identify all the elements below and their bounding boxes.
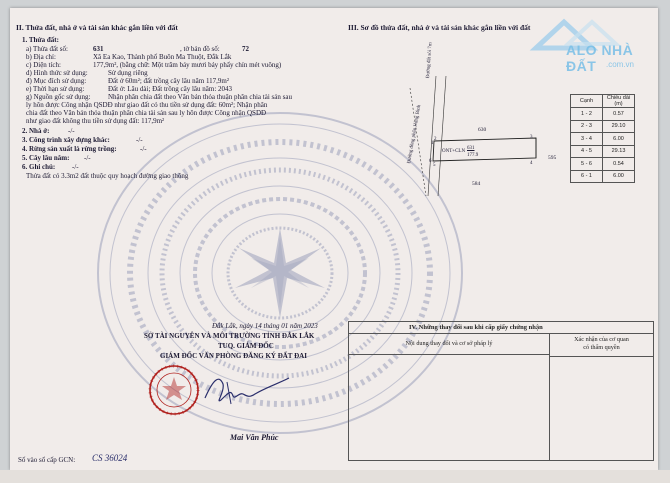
origin-line-3: chia đất theo Văn bản thỏa thuận phân chia tài sản sau ly hôn được Công nhận QSDĐ	[26, 109, 267, 117]
note-heading: 6. Ghi chú:	[22, 163, 56, 171]
table-row	[571, 158, 635, 171]
note-value: -/-	[72, 163, 79, 171]
term-value: Đất ở: Lâu dài; Đất trồng cây lâu năm: 2043	[108, 85, 233, 93]
edge-cell: 3 - 4	[571, 133, 603, 146]
address-value: Xã Ea Kao, Thành phố Buôn Ma Thuột, Đắk Lắk	[93, 53, 232, 61]
note-text: Thửa đất có 3.3m2 đất thuộc quy hoạch đường giao thông	[26, 172, 189, 180]
address-label: b) Địa chỉ:	[26, 53, 56, 61]
signature	[185, 370, 295, 410]
usage-form-label: d) Hình thức sử dụng:	[26, 69, 88, 77]
edge-cell: 1 - 2	[571, 108, 603, 121]
perennial-value: -/-	[84, 154, 91, 162]
edge-cell: 4 - 5	[571, 145, 603, 158]
map-sheet-value: 72	[242, 45, 249, 53]
parcel-area-diagram: 177.9	[467, 153, 479, 158]
changes-table	[348, 321, 654, 461]
point-4: 4	[530, 161, 533, 166]
purpose-label: đ) Mục đích sử dụng:	[26, 77, 87, 85]
neighbor-595-label: 595	[548, 155, 557, 161]
changes-confirmation-line-1: Xác nhận của cơ quan	[574, 336, 629, 343]
edge-cell: 2 - 3	[571, 120, 603, 133]
parcel-number-value: 631	[93, 45, 104, 53]
changes-content-header: Nội dung thay đổi và cơ sở pháp lý	[349, 334, 550, 355]
length-cell: 29.13	[603, 145, 635, 158]
origin-label: g) Nguồn gốc sử dụng:	[26, 93, 91, 101]
point-3: 3	[530, 135, 533, 140]
edge-length-table	[570, 94, 635, 183]
origin-line-2: ly hôn được Công nhận QSDĐ như giao đất có thu tiền sử dụng đất: 60m²; Nhận phân	[26, 101, 268, 109]
origin-line-4: như giao đất không thu tiền sử dụng đất: 117,9m²	[26, 117, 165, 125]
other-construction-value: -/-	[136, 136, 143, 144]
changes-confirmation-header	[550, 334, 653, 357]
table-row	[571, 170, 635, 183]
changes-title: IV. Những thay đổi sau khi cấp giấy chứng nhận	[349, 322, 653, 334]
length-cell: 29.10	[603, 120, 635, 133]
neighbor-630-label: 630	[478, 127, 487, 133]
neighbor-584-label: 584	[472, 181, 481, 187]
term-label: e) Thời hạn sử dụng:	[26, 85, 85, 93]
parcel-code-label: ONT+CLN	[442, 149, 466, 154]
usage-form-value: Sử dụng riêng	[108, 69, 148, 77]
length-cell: 0.57	[603, 108, 635, 121]
changes-confirmation-line-2: có thẩm quyền	[583, 344, 620, 351]
purpose-value: Đất ở 60m²; đất trồng cây lâu năm 117,9m²	[108, 77, 229, 85]
point-6: 6	[429, 159, 432, 164]
section-ii-title: II. Thửa đất, nhà ở và tài sản khác gắn liền với đất	[16, 23, 178, 32]
map-sheet-label: , tờ bản đồ số:	[180, 45, 220, 53]
parcel-number-label: a) Thửa đất số:	[26, 45, 68, 53]
signing-title: GIÁM ĐỐC VĂN PHÒNG ĐĂNG KÝ ĐẤT ĐAI	[160, 352, 307, 360]
table-row	[571, 120, 635, 133]
signing-authority: TUQ. GIÁM ĐỐC	[218, 342, 274, 350]
road-top-label: Đường đất sỏi 7m	[425, 42, 434, 79]
changes-column-divider	[549, 354, 550, 460]
length-cell: 6.00	[603, 170, 635, 183]
table-row	[571, 133, 635, 146]
edge-cell: 6 - 1	[571, 170, 603, 183]
background-strip	[0, 470, 670, 483]
parcel-number-diagram: 631	[467, 146, 475, 151]
register-number-value: CS 36024	[92, 453, 128, 463]
other-construction-heading: 3. Công trình xây dựng khác:	[22, 136, 110, 144]
forest-heading: 4. Rừng sản xuất là rừng trồng:	[22, 145, 117, 153]
watermark	[528, 14, 654, 74]
edge-header: Cạnh	[571, 95, 603, 108]
edge-cell: 5 - 6	[571, 158, 603, 171]
point-1: 1	[431, 141, 434, 146]
section-iii-title: III. Sơ đồ thửa đất, nhà ở và tài sản khác gắn liền với đất	[348, 23, 531, 32]
point-2: 2	[434, 137, 437, 142]
register-number-label: Số vào sổ cấp GCN:	[18, 456, 76, 464]
forest-value: -/-	[140, 145, 147, 153]
length-cell: 0.54	[603, 158, 635, 171]
watermark-brand: ALO NHÀ ĐẤT	[566, 42, 634, 74]
house-value: -/-	[68, 127, 75, 135]
perennial-heading: 5. Cây lâu năm:	[22, 154, 70, 162]
signing-date: Đắk Lắk, ngày 14 tháng 01 năm 2023	[212, 322, 318, 330]
table-row	[571, 108, 635, 121]
signing-org: SỞ TÀI NGUYÊN VÀ MÔI TRƯỜNG TỈNH ĐẮK LẮK	[144, 332, 315, 340]
road-left-label: Đường đồng phân Hùng Bình	[406, 104, 423, 165]
watermark-domain: .com.vn	[606, 60, 635, 69]
length-cell: 6.00	[603, 133, 635, 146]
length-header: Chiều dài (m)	[603, 95, 635, 108]
certificate-page	[10, 8, 658, 470]
land-heading: 1. Thửa đất:	[22, 36, 59, 44]
house-heading: 2. Nhà ở:	[22, 127, 50, 135]
area-label: c) Diện tích:	[26, 61, 61, 69]
table-row	[571, 145, 635, 158]
origin-line-1: Nhận phân chia đất theo Văn bản thỏa thuận phân chia tài sản sau	[108, 93, 292, 101]
point-5: 5	[433, 163, 436, 168]
signer-name: Mai Văn Phúc	[230, 433, 279, 442]
area-value: 177,9m², (bằng chữ: Một trăm bảy mươi bảy phẩy chín mét vuông)	[93, 61, 282, 69]
